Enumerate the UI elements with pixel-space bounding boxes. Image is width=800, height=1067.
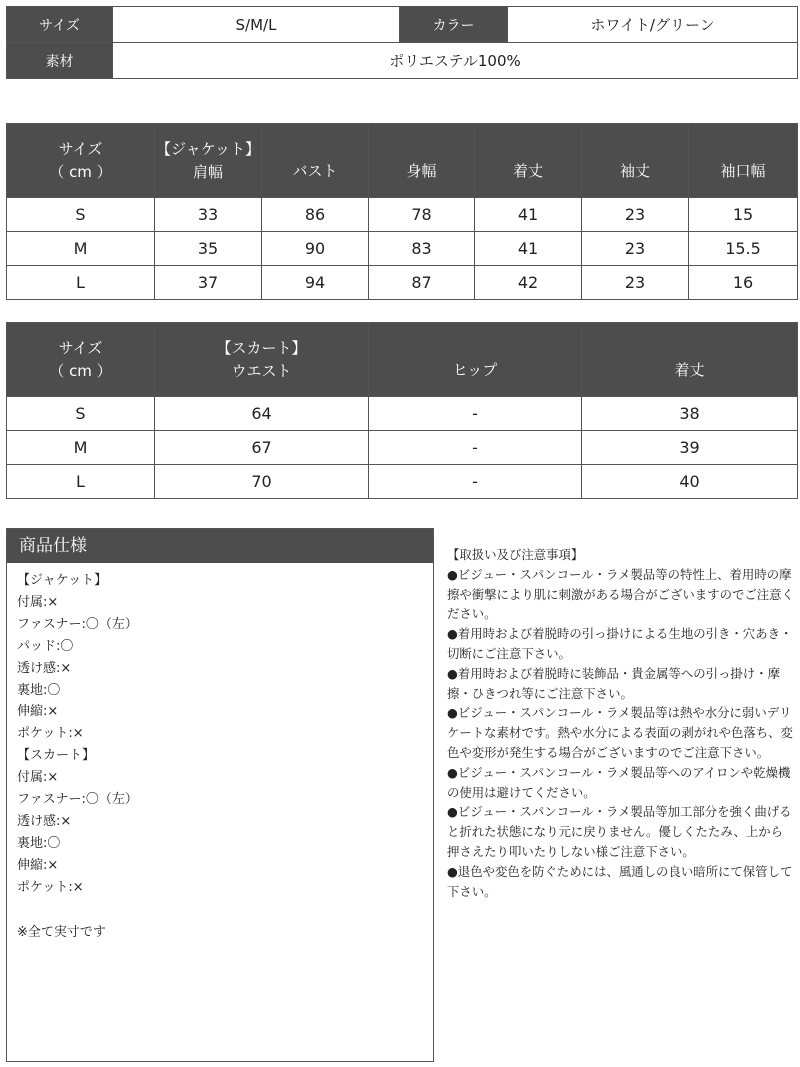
size-cell: S bbox=[7, 397, 155, 431]
column-header-shoulder bbox=[155, 124, 262, 198]
spec-line: 透け感:× bbox=[17, 660, 72, 676]
column-header-length: 着丈 bbox=[475, 124, 582, 198]
value-cell: 83 bbox=[369, 232, 475, 266]
spec-line: 【ジャケット】 bbox=[17, 573, 108, 588]
spec-line: 裏地:〇 bbox=[17, 835, 61, 851]
spec-line: 付属:× bbox=[17, 770, 59, 786]
value-cell: 23 bbox=[582, 232, 689, 266]
product-info-table bbox=[6, 6, 798, 79]
care-notes bbox=[447, 545, 795, 901]
value-cell: 39 bbox=[582, 431, 798, 465]
spec-line: パッド:〇 bbox=[17, 638, 74, 654]
waist-label: ウエスト bbox=[231, 361, 292, 380]
size-value: S/M/L bbox=[113, 7, 400, 43]
value-cell: 15.5 bbox=[689, 232, 798, 266]
size-cell: S bbox=[7, 198, 155, 232]
size-corner-header bbox=[7, 124, 155, 198]
value-cell: 67 bbox=[155, 431, 369, 465]
care-note-item: ●ビジュー・スパンコール・ラメ製品等加工部分を強く曲げると折れた状態になり元に戻りません。優しくたたみ、上から押さえたり叩いたりしない様ご注意下さい。 bbox=[447, 804, 792, 859]
spec-line: ポケット:× bbox=[17, 879, 84, 895]
table-row bbox=[7, 431, 798, 465]
material-value: ポリエステル100% bbox=[113, 43, 798, 79]
size-cell: L bbox=[7, 465, 155, 499]
column-header-sleeve-length: 袖丈 bbox=[582, 124, 689, 198]
column-header-bust: バスト bbox=[262, 124, 369, 198]
spec-line: 伸縮:× bbox=[17, 704, 59, 720]
value-cell: 16 bbox=[689, 266, 798, 300]
size-cell: M bbox=[7, 232, 155, 266]
value-cell: 23 bbox=[582, 198, 689, 232]
size-cell: L bbox=[7, 266, 155, 300]
value-cell: 41 bbox=[475, 198, 582, 232]
spec-line: 【スカート】 bbox=[17, 748, 96, 764]
skirt-size-table bbox=[6, 322, 798, 499]
value-cell: 90 bbox=[262, 232, 369, 266]
size-corner-header bbox=[7, 323, 155, 397]
value-cell: 64 bbox=[155, 397, 369, 431]
spec-line: 裏地:〇 bbox=[17, 682, 61, 698]
shoulder-label: 肩幅 bbox=[192, 162, 223, 181]
color-value: ホワイト/グリーン bbox=[508, 7, 798, 43]
table-row bbox=[7, 198, 798, 232]
color-label: カラー bbox=[400, 7, 508, 43]
value-cell: 41 bbox=[475, 232, 582, 266]
material-label: 素材 bbox=[7, 43, 113, 79]
jacket-size-table bbox=[6, 123, 798, 300]
care-note-item: ●着用時および着脱時に装飾品・貴金属等への引っ掛け・摩擦・ひきつれ等にご注意下さい。 bbox=[447, 665, 780, 701]
column-header-body-width: 身幅 bbox=[369, 124, 475, 198]
spec-list bbox=[7, 563, 433, 899]
spec-line: ポケット:× bbox=[17, 726, 84, 742]
value-cell: 42 bbox=[475, 266, 582, 300]
spec-line: 伸縮:× bbox=[17, 857, 59, 873]
value-cell: - bbox=[369, 397, 582, 431]
column-header-hip: ヒップ bbox=[369, 323, 582, 397]
table-row bbox=[7, 232, 798, 266]
spec-line: 付属:× bbox=[17, 594, 59, 610]
corner-line-1: サイズ bbox=[58, 139, 103, 158]
column-header-waist bbox=[155, 323, 369, 397]
table-row bbox=[7, 266, 798, 300]
value-cell: 35 bbox=[155, 232, 262, 266]
care-note-item: ●ビジュー・スパンコール・ラメ製品等の特性上、着用時の摩擦や衝撃により肌に刺激がある場合がございますのでご注意ください。 bbox=[447, 566, 794, 622]
care-note-item: ●ビジュー・スパンコール・ラメ製品等は熱や水分に弱いデリケートな素材です。熱や水分による表面の剥がれや色落ち、変色や変形が発生する場合がございますのでご注意下さい。 bbox=[447, 705, 793, 760]
care-note-item: ●退色や変色を防ぐためには、風通しの良い暗所にて保管して下さい。 bbox=[447, 863, 793, 899]
value-cell: 23 bbox=[582, 266, 689, 300]
value-cell: 40 bbox=[582, 465, 798, 499]
corner-line-2: （ cm ） bbox=[49, 361, 112, 380]
care-note-item: ●ビジュー・スパンコール・ラメ製品等へのアイロンや乾燥機の使用は避けてください。 bbox=[447, 764, 791, 800]
value-cell: 15 bbox=[689, 198, 798, 232]
size-cell: M bbox=[7, 431, 155, 465]
spec-line: 透け感:× bbox=[17, 813, 72, 829]
spec-line: ファスナー:〇（左） bbox=[17, 616, 138, 632]
value-cell: - bbox=[369, 465, 582, 499]
skirt-heading: 【スカート】 bbox=[216, 338, 307, 357]
table-row bbox=[7, 397, 798, 431]
corner-line-1: サイズ bbox=[58, 338, 103, 357]
value-cell: 86 bbox=[262, 198, 369, 232]
value-cell: 70 bbox=[155, 465, 369, 499]
care-notes-title: 【取扱い及び注意事項】 bbox=[447, 547, 584, 562]
value-cell: 78 bbox=[369, 198, 475, 232]
spec-line: ファスナー:〇（左） bbox=[17, 792, 138, 808]
spec-title: 商品仕様 bbox=[7, 529, 433, 563]
table-row bbox=[7, 465, 798, 499]
value-cell: 33 bbox=[155, 198, 262, 232]
product-spec-panel bbox=[6, 528, 434, 1062]
measurement-note: ※全て実寸です bbox=[17, 924, 106, 940]
value-cell: 94 bbox=[262, 266, 369, 300]
column-header-length: 着丈 bbox=[582, 323, 798, 397]
value-cell: - bbox=[369, 431, 582, 465]
care-note-item: ●着用時および着脱時の引っ掛けによる生地の引き・穴あき・切断にご注意下さい。 bbox=[447, 626, 793, 661]
corner-line-2: （ cm ） bbox=[49, 162, 112, 181]
value-cell: 87 bbox=[369, 266, 475, 300]
jacket-heading: 【ジャケット】 bbox=[156, 139, 260, 158]
size-label: サイズ bbox=[7, 7, 113, 43]
value-cell: 38 bbox=[582, 397, 798, 431]
value-cell: 37 bbox=[155, 266, 262, 300]
column-header-cuff-width: 袖口幅 bbox=[689, 124, 798, 198]
